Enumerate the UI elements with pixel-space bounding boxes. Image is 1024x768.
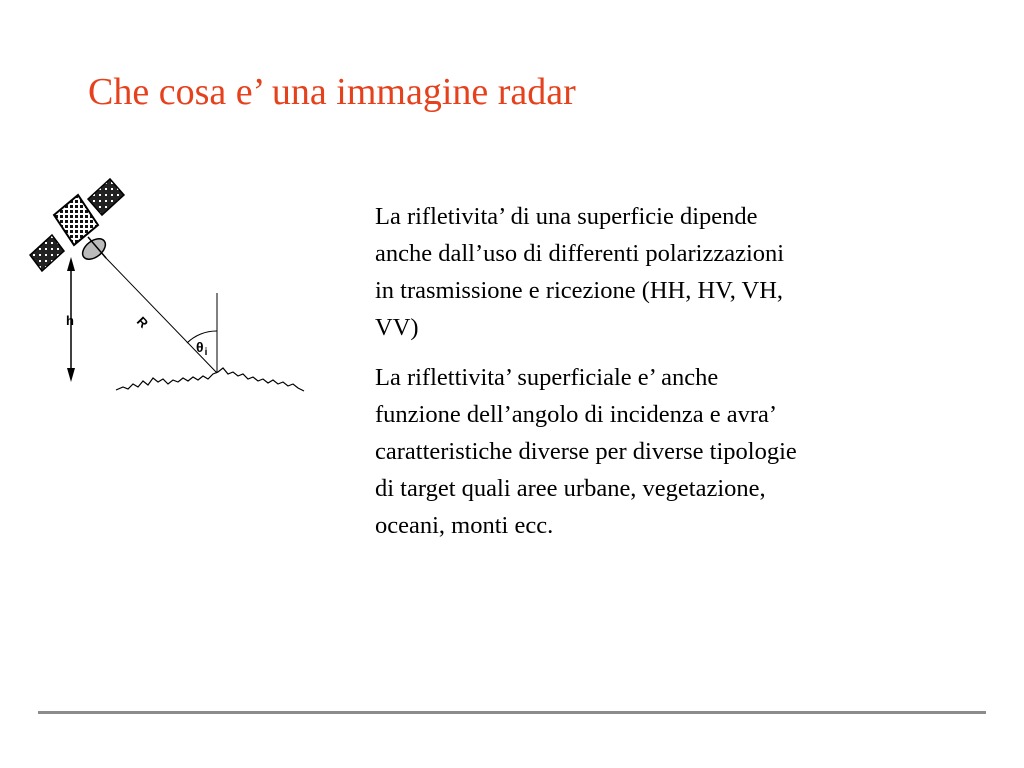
- text-line: anche dall’uso di differenti polarizzazioni: [375, 240, 785, 267]
- paragraph-incidence-angle: [375, 359, 975, 544]
- slide-body: [375, 198, 975, 557]
- text-line: oceani, monti ecc.: [375, 512, 554, 539]
- text-line: caratteristiche diverse per diverse tipologie: [375, 438, 797, 465]
- range-label: R: [133, 313, 152, 331]
- text-line: di target quali aree urbane, vegetazione,: [375, 475, 766, 502]
- height-label: h: [66, 313, 74, 328]
- text-line: VV): [375, 314, 419, 341]
- ground-surface: [116, 368, 304, 391]
- footer-divider: [38, 711, 986, 714]
- text-line: La rifletivita’ di una superficie dipende: [375, 203, 758, 230]
- radar-geometry-diagram: [20, 175, 320, 405]
- angle-label: $\theta_i$: [196, 339, 208, 358]
- slant-range-line: [105, 257, 217, 373]
- text-line: La riflettivita’ superficiale e’ anche: [375, 364, 719, 391]
- text-line: funzione dell’angolo di incidenza e avra’: [375, 401, 778, 428]
- satellite-icon: [30, 179, 124, 271]
- slide-title: Che cosa e’ una immagine radar: [88, 71, 576, 113]
- paragraph-polarization: [375, 198, 975, 346]
- text-line: in trasmissione e ricezione (HH, HV, VH,: [375, 277, 784, 304]
